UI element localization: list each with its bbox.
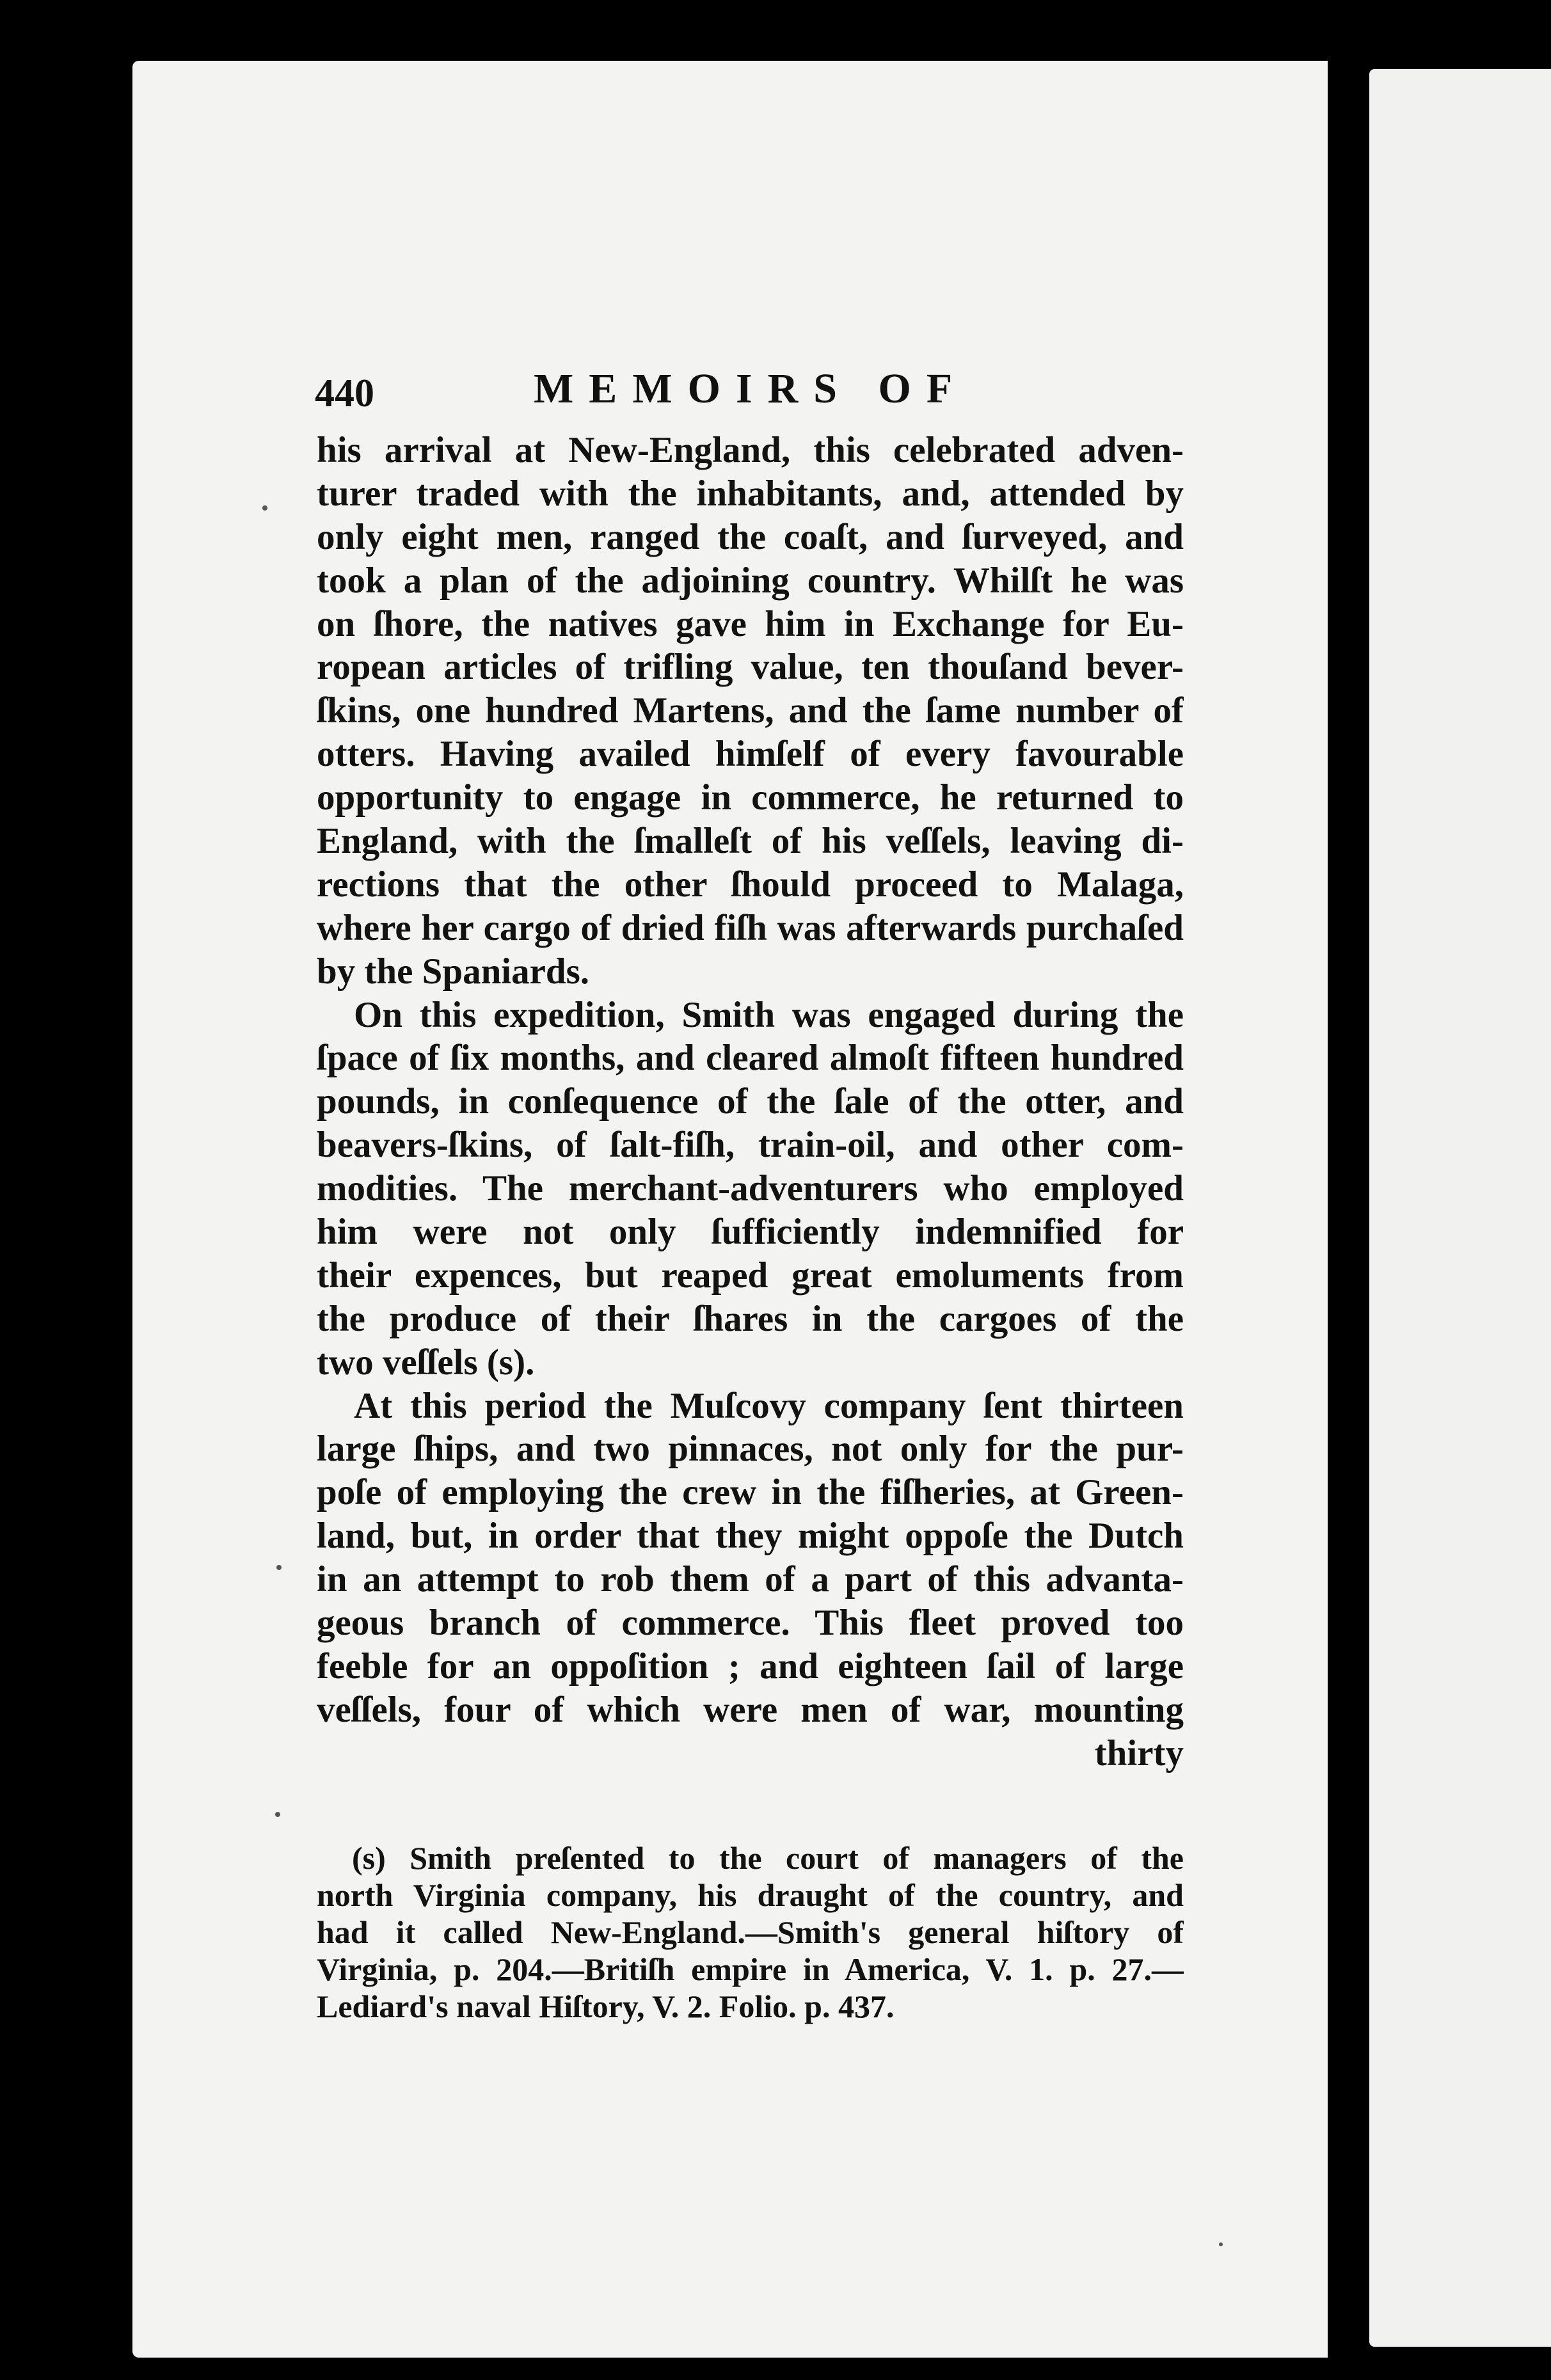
text-line: large ſhips, and two pinnaces, not only for the pur- — [317, 1429, 1184, 1470]
text-line: two veſſels (s). — [317, 1342, 535, 1383]
text-line: opportunity to engage in commerce, he returned to — [317, 777, 1184, 818]
footnote — [317, 1839, 1184, 2025]
running-title: MEMOIRS OF — [534, 365, 968, 412]
text-line: veſſels, four of which were men of war, mounting — [317, 1689, 1184, 1730]
footnote-line: (s) Smith preſented to the court of managers of the — [352, 1840, 1184, 1876]
paper-speck — [276, 1565, 282, 1570]
text-line: on ſhore, the natives gave him in Exchange for Eu- — [317, 603, 1184, 644]
text-line: ſkins, one hundred Martens, and the ſame number of — [317, 690, 1184, 731]
footnote-line: Virginia, p. 204.—Britiſh empire in America, V. 1. p. 27.— — [317, 1951, 1184, 1987]
text-line: where her cargo of dried fiſh was afterwards purchaſed — [317, 907, 1184, 948]
text-line: took a plan of the adjoining country. Whilſt he was — [317, 560, 1184, 601]
page-number: 440 — [315, 372, 374, 415]
footnote-line: north Virginia company, his draught of the country, and — [317, 1877, 1184, 1913]
footnote-line: Lediard's naval Hiſtory, V. 2. Folio. p. 437. — [317, 1988, 895, 2024]
footnote-line: had it called New-England.—Smith's general hiſtory of — [317, 1914, 1184, 1950]
text-line: geous branch of commerce. This fleet proved too — [317, 1603, 1184, 1644]
text-line: the produce of their ſhares in the cargoes of the — [317, 1298, 1184, 1339]
text-line: him were not only ſufficiently indemnified for — [317, 1212, 1184, 1253]
text-line: On this expedition, Smith was engaged during the — [354, 994, 1184, 1035]
text-line: only eight men, ranged the coaſt, and ſurveyed, and — [317, 516, 1184, 557]
book-gutter — [1328, 51, 1360, 2367]
text-line: in an attempt to rob them of a part of this advanta- — [317, 1559, 1184, 1600]
text-line: their expences, but reaped great emoluments from — [317, 1255, 1184, 1296]
text-line: England, with the ſmalleſt of his veſſels, leaving di- — [317, 821, 1184, 862]
paper-speck — [1219, 2242, 1223, 2246]
catchword: thirty — [1094, 1733, 1184, 1773]
text-line: by the Spaniards. — [317, 951, 590, 992]
paper-speck — [262, 505, 267, 511]
text-line: poſe of employing the crew in the fiſheries, at Green- — [317, 1472, 1184, 1513]
text-line: turer traded with the inhabitants, and, attended by — [317, 473, 1184, 514]
text-line: At this period the Muſcovy company ſent thirteen — [354, 1385, 1184, 1426]
text-line: his arrival at New-England, this celebrated adven- — [317, 430, 1184, 470]
text-line: feeble for an oppoſition ; and eighteen ſail of large — [317, 1646, 1184, 1686]
text-line: modities. The merchant-adventurers who employed — [317, 1168, 1184, 1209]
text-line: land, but, in order that they might oppoſe the Dutch — [317, 1516, 1184, 1557]
text-line: rections that the other ſhould proceed to Malaga, — [317, 864, 1184, 905]
body-text — [317, 429, 1184, 1775]
text-line: ſpace of ſix months, and cleared almoſt fifteen hundred — [317, 1038, 1184, 1079]
running-head — [315, 365, 1185, 422]
text-line: ropean articles of trifling value, ten thouſand bever- — [317, 647, 1184, 688]
right-page-edge — [1369, 69, 1551, 2347]
text-line: otters. Having availed himſelf of every favourable — [317, 734, 1184, 775]
text-line: beavers-ſkins, of ſalt-fiſh, train-oil, and other com- — [317, 1125, 1184, 1166]
text-line: pounds, in conſequence of the ſale of the otter, and — [317, 1081, 1184, 1122]
paper-speck — [275, 1812, 280, 1817]
